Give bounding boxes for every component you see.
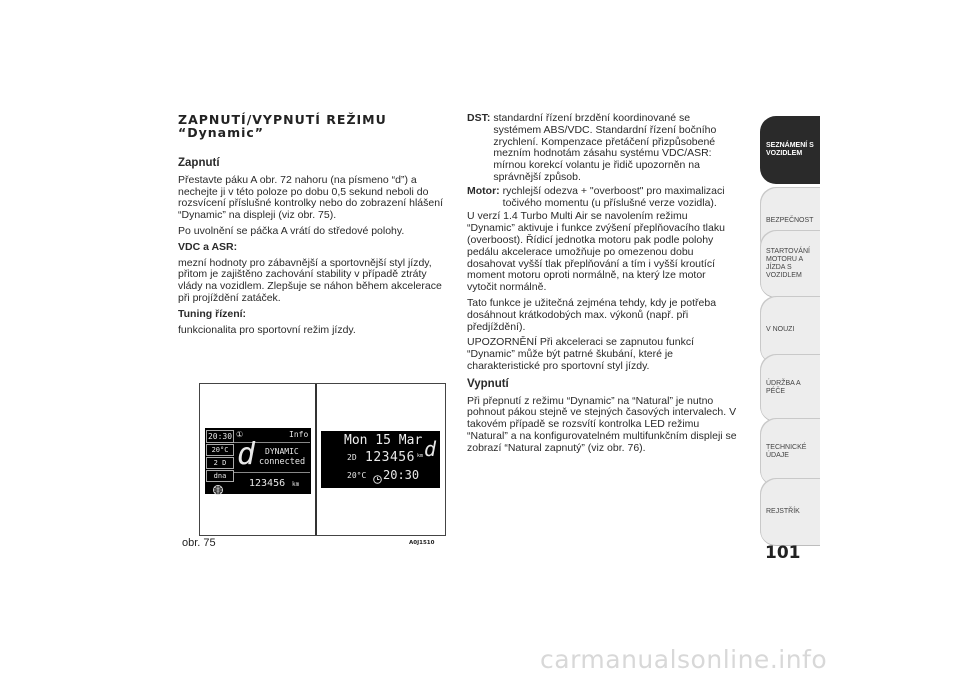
paragraph: Přestavte páku A obr. 72 nahoru (na písmeno “d”) a nechejte ji v této poloze po dobu 0,5 sekund neboli do rozsvícení příslušné kontrolky nebo do zobrazení hlášení “Dynamic” na displeji (viz obr. 75). <box>178 173 443 222</box>
tab-startovani[interactable] <box>760 230 820 298</box>
display-temp: 20°C <box>206 444 234 456</box>
divider-line <box>234 472 310 473</box>
odometer-unit: km <box>417 453 424 459</box>
term-motor: Motor: <box>467 184 500 197</box>
watermark: carmanualsonline.info <box>540 645 828 674</box>
tab-label: STARTOVÁNÍ MOTORU A JÍZDA S VOZIDLEM <box>766 248 810 279</box>
label-tuning: Tuning řízení: <box>178 307 247 320</box>
paragraph: Tato funkce je užitečná zejména tehdy, kdy je potřeba dosáhnout krátkodobých max. výkonů (např. při předjíždění). <box>467 296 717 333</box>
info-label: Info <box>289 430 309 439</box>
odometer-value: 123456 <box>365 450 415 465</box>
odometer-value: 123456 <box>249 478 286 489</box>
figure-caption: obr. 75 <box>182 537 216 549</box>
figure-75 <box>199 383 446 536</box>
display-gear: 2 D <box>206 457 234 469</box>
tab-udrzba[interactable] <box>760 354 820 422</box>
connected-message: connected <box>259 457 306 467</box>
tab-label: TECHNICKÉ ÚDAJE <box>766 444 807 459</box>
tab-label: ÚDRŽBA A PÉČE <box>766 380 801 395</box>
info-number: ① <box>236 430 244 439</box>
paragraph: Po uvolnění se páčka A vrátí do středové polohy. <box>178 224 405 237</box>
display-gear: 2D <box>347 453 357 462</box>
figure-code: A0J1510 <box>409 540 435 546</box>
display-time: 20:30 <box>207 432 233 441</box>
definition-body: standardní řízení brzdění koordinované se systémem ABS/VDC. Standardní řízení bočního zrychlení. Kompenzace přetáčení přizpůsobené mezním hodnotám zásahu systému VDC/ASR: mírnou korekcí volantu je řidič upozorněn na správnější způsob. <box>493 112 717 183</box>
tab-technicke-udaje[interactable] <box>760 418 820 486</box>
tab-label: SEZNÁMENÍ S VOZIDLEM <box>766 142 814 157</box>
odometer-unit: km <box>292 481 300 488</box>
clock-icon <box>373 471 382 480</box>
left-display <box>205 428 311 494</box>
dynamic-message: DYNAMIC <box>265 447 299 456</box>
heading-line-2: “Dynamic” <box>178 125 265 140</box>
dna-label: dna <box>206 470 234 482</box>
paragraph: funkcionalita pro sportovní režim jízdy. <box>178 323 356 336</box>
tab-seznameni[interactable] <box>760 116 820 184</box>
tab-rejstrik[interactable] <box>760 478 820 546</box>
display-time: 20:30 <box>383 468 420 482</box>
heading-line-1: ZAPNUTÍ/VYPNUTÍ REŽIMU <box>178 112 387 127</box>
subheading-zapnuti: Zapnutí <box>178 157 220 169</box>
definition-body: rychlejší odezva + "overboost" pro maximalizaci točivého momentu (u příslušné verze vozidla). <box>502 184 725 209</box>
section-heading <box>178 113 408 139</box>
tab-label: REJSTŘÍK <box>766 508 800 515</box>
globe-icon <box>211 482 225 492</box>
label-vdc-asr: VDC a ASR: <box>178 240 238 253</box>
dynamic-d-letter: d <box>424 437 437 461</box>
paragraph: Při přepnutí z režimu “Dynamic” na “Natural” je nutno pohnout pákou stejně ve stejných časových intervalech. V takovém případě se rozsvítí kontrolka LED režimu “Natural” a na konfigurovatelném multifunkčním displeji se zobrazí “Natural zapnutý” (viz obr. 76). <box>467 394 737 454</box>
tab-label: BEZPEČNOST <box>766 217 814 224</box>
paragraph: U verzí 1.4 Turbo Multi Air se navolením režimu “Dynamic” aktivuje i funkce zvýšení přeplňovacího tlaku (overboost). Řídicí jednotka motoru pak podle polohy pedálu akcelerace umožňuje po omezenou dobu dosahovat vyšší tlak přeplňování a tím i vyšší kroutící moment motoru oproti normálně, na který lze motor vytočit normálně. <box>467 210 725 294</box>
paragraph: mezní hodnoty pro zábavnější a sportovnější styl jízdy, přitom je zajištěno zachování stability v případě ztráty vlády na vozidlem. Zlepšuje se náhon během akcelerace při projíždění zatáček. <box>178 256 442 304</box>
display-temp: 20°C <box>347 471 367 480</box>
right-column <box>467 113 737 459</box>
figure-divider <box>315 384 317 535</box>
definition-dst <box>467 113 737 184</box>
term-dst: DST: <box>467 112 491 124</box>
subheading-vypnuti: Vypnutí <box>467 377 509 390</box>
warning-paragraph: UPOZORNĚNÍ Při akceleraci se zapnutou funkcí “Dynamic” může být patrné škubání, které je charakteristické pro sportovní styl jízdy. <box>467 336 695 372</box>
page-number: 101 <box>765 543 801 563</box>
definition-motor <box>467 186 737 210</box>
tab-label: V NOUZI <box>766 326 795 333</box>
left-column <box>178 152 446 340</box>
display-date: Mon 15 Mar <box>344 433 423 448</box>
dynamic-d-letter: d <box>237 437 256 472</box>
right-display <box>321 431 440 488</box>
